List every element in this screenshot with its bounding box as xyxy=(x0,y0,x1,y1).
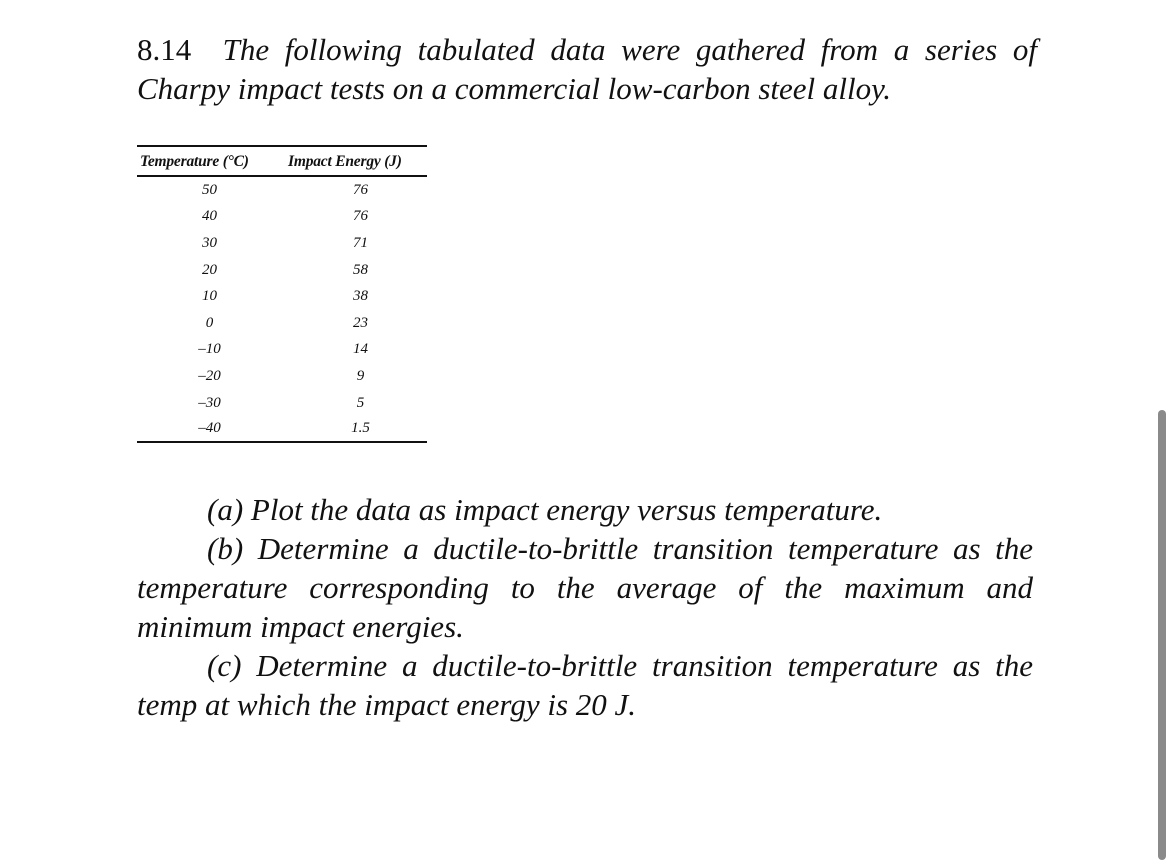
temperature-cell: –20 xyxy=(198,367,221,384)
temperature-cell: –30 xyxy=(198,394,221,411)
temperature-cell: 50 xyxy=(202,181,217,198)
problem-statement xyxy=(137,30,1037,108)
impact-energy-cell: 9 xyxy=(356,367,365,384)
impact-energy-cell: 76 xyxy=(353,181,368,198)
question-a: (a) Plot the data as impact energy versus temperature. xyxy=(207,492,883,527)
problem-number: 8.14 xyxy=(137,32,192,67)
temperature-cell: 30 xyxy=(202,234,217,251)
table-row xyxy=(137,204,427,231)
table-row xyxy=(137,416,427,442)
vertical-scrollbar[interactable] xyxy=(1152,0,1170,845)
impact-energy-cell: 5 xyxy=(356,394,365,411)
table-row xyxy=(137,257,427,284)
impact-energy-cell: 23 xyxy=(353,314,368,331)
temperature-cell: –40 xyxy=(137,416,288,442)
question-list xyxy=(137,490,1033,724)
temperature-cell: 20 xyxy=(202,261,217,278)
table-row xyxy=(137,310,427,337)
impact-energy-cell: 76 xyxy=(353,208,368,225)
table-header-row xyxy=(137,146,427,176)
impact-energy-cell: 58 xyxy=(353,261,368,278)
table-row xyxy=(137,363,427,390)
table-row xyxy=(137,176,427,204)
question-c: (c) Determine a ductile-to-brittle transition temperature as the temp at which the impact energy is 20 J. xyxy=(137,648,1033,722)
impact-energy-cell: 14 xyxy=(353,341,368,358)
problem-intro: The following tabulated data were gathered from a series of Charpy impact tests on a commercial low-carbon steel alloy. xyxy=(137,32,1038,106)
question-b: (b) Determine a ductile-to-brittle transition temperature as the temperature corresponding to the average of the maximum and minimum impact energies. xyxy=(137,531,1033,644)
table-row xyxy=(137,230,427,257)
table-row xyxy=(137,283,427,310)
impact-energy-cell: 1.5 xyxy=(288,416,427,442)
table-row xyxy=(137,390,427,417)
impact-energy-cell: 38 xyxy=(353,288,368,305)
temperature-column-header: Temperature (°C) xyxy=(140,153,249,170)
temperature-cell: –10 xyxy=(198,341,221,358)
impact-energy-cell: 71 xyxy=(353,234,368,251)
impact-energy-column-header: Impact Energy (J) xyxy=(288,153,402,170)
charpy-data-table xyxy=(137,145,427,443)
scrollbar-thumb[interactable] xyxy=(1158,410,1166,860)
table-row xyxy=(137,337,427,364)
temperature-cell: 10 xyxy=(202,288,217,305)
temperature-cell: 40 xyxy=(202,208,217,225)
temperature-cell: 0 xyxy=(205,314,214,331)
